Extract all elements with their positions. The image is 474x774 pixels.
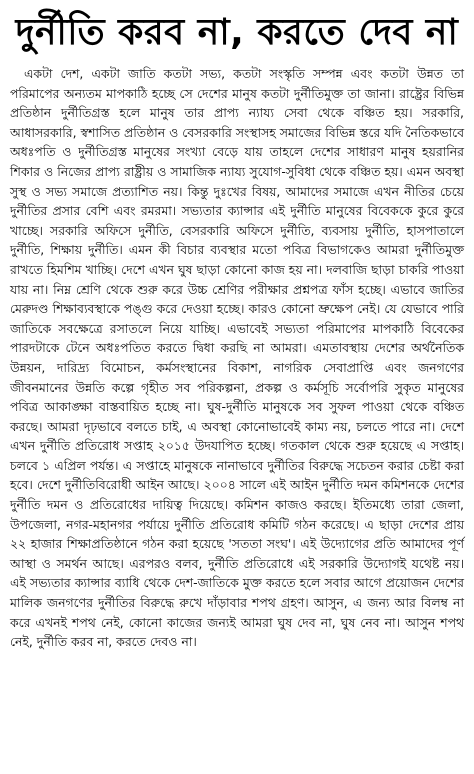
article-body (10, 64, 464, 652)
article-paragraph: একটা দেশ, একটা জাতি কতটা সভ্য, কতটা সংস্কৃতি সম্পন্ন এবং কতটা উন্নত তা পরিমাপের অন্যতম মাপকাঠি হচ্ছে সে দেশের মানুষ কতটা দুর্নীতিমুক্ত তা জানা। রাষ্ট্রের বিভিন্ন প্রতিষ্ঠান দুর্নীতিগ্রস্ত হলে মানুষ তার প্রাপ্য ন্যায্য সেবা থেকে বঞ্চিত হয়। সরকারি, আধাসরকারি, স্বশাসিত প্রতিষ্ঠান ও বেসরকারি সংস্থাসহ সমাজের বিভিন্ন স্তরে যদি নৈতিকভাবে অধঃপতি ও দুর্নীতিগ্রস্ত মানুষের সংখ্যা বেড়ে যায় তাহলে দেশের সাধারণ মানুষ হয়রানির শিকার ও নিজের প্রাপ্য রাষ্ট্রীয় ও সামাজিক ন্যায্য সুযোগ-সুবিধা থেকে বঞ্চিত হয়। এমন অবস্থা সুস্থ ও সভ্য সমাজে প্রত্যাশিত নয়। কিন্তু দুঃখের বিষয়, আমাদের সমাজে এখন নীতির চেয়ে দুর্নীতির প্রসার বেশি এবং রমরমা। সভ্যতার ক্যান্সার এই দুর্নীতি মানুষের বিবেককে কুরে কুরে খাচ্ছে। সরকারি অফিসে দুর্নীতি, বেসরকারি অফিসে দুর্নীতি, ব্যবসায় দুর্নীতি, হাসপাতালে দুর্নীতি, শিক্ষায় দুর্নীতি। এমন কী বিচার ব্যবস্থার মতো পবিত্র বিভাগকেও আমরা দুর্নীতিমুক্ত রাখতে হিমশিম খাচ্ছি। দেশে এখন ঘুষ ছাড়া কোনো কাজ হয় না। দলবাজি ছাড়া চাকরি পাওয়া যায় না। নিম্ন শ্রেণি থেকে শুরু করে উচ্চ শ্রেণির পরীক্ষার প্রশ্নপত্র ফাঁস হচ্ছে। এভাবে জাতির মেরুদণ্ড শিক্ষাব্যবস্থাকে পঙ্গু করে দেওয়া হচ্ছে। কারও কোনো ভ্রুক্ষেপ নেই। যে যেভাবে পারি জাতিকে সবক্ষেত্রে রসাতলে নিয়ে যাচ্ছি। এভাবেই সভ্যতা পরিমাপের মাপকাঠি বিবেকের পারদটাকে টেনে অধঃপতিত করতে দ্বিধা করছি না আমরা। এমতাবস্থায় দেশের অর্থনৈতিক উন্নয়ন, দারিদ্র্য বিমোচন, কর্মসংস্থানের বিকাশ, নাগরিক সেবাপ্রাপ্তি এবং জনগণের জীবনমানের উন্নতি কল্পে গৃহীত সব পরিকল্পনা, প্রকল্প ও কর্মসূচি সর্বোপরি সুকৃত মানুষের পবিত্র আকাঙ্ক্ষা বাস্তবায়িত হচ্ছে না। ঘুষ-দুর্নীতি মানুষকে সব সুফল পাওয়া থেকে বঞ্চিত করছে। আমরা দৃঢ়ভাবে বলতে চাই, এ অবস্থা কোনোভাবেই কাম্য নয়, চলতে পারে না। দেশে এখন দুর্নীতি প্রতিরোধ সপ্তাহ ২০১৫ উদযাপিত হচ্ছে। গতকাল থেকে শুরু হয়েছে এ সপ্তাহ। চলবে ১ এপ্রিল পর্যন্ত। এ সপ্তাহে মানুষকে নানাভাবে দুর্নীতির বিরুদ্ধে সচেতন করার চেষ্টা করা হবে। দেশে দুর্নীতিবিরোধী আইন আছে। ২০০৪ সালে এই আইন দুর্নীতি দমন কমিশনকে দেশের দুর্নীতি দমন ও প্রতিরোধের দায়িত্ব দিয়েছে। কমিশন কাজও করছে। ইতিমধ্যে তারা জেলা, উপজেলা, নগর-মহানগর পর্যায়ে দুর্নীতি প্রতিরোধ কমিটি গঠন করেছে। এ ছাড়া দেশের প্রায় ২২ হাজার শিক্ষাপ্রতিষ্ঠানে গঠন করা হয়েছে 'সততা সংঘ'। এই উদ্যোগের প্রতি আমাদের পূর্ণ আস্থা ও সমর্থন আছে। এরপরও বলব, দুর্নীতি প্রতিরোধে এই সরকারি উদ্যোগই যথেষ্ট নয়। এই সভ্যতার ক্যান্সার ব্যাধি থেকে দেশ-জাতিকে মুক্ত করতে হলে সবার আগে প্রয়োজন দেশের মালিক জনগণের দুর্নীতির বিরুদ্ধে রুখে দাঁড়াবার শপথ গ্রহণ। আসুন, এ জন্য আর বিলম্ব না করে এখনই শপথ নেই, কোনো কাজের জন্যই আমরা ঘুষ দেব না, ঘুষ নেব না। আসুন শপথ নেই, দুর্নীতি করব না, করতে দেবও না। (10, 66, 464, 650)
article-headline: দুর্নীতি করব না, করতে দেব না (15, 12, 459, 53)
